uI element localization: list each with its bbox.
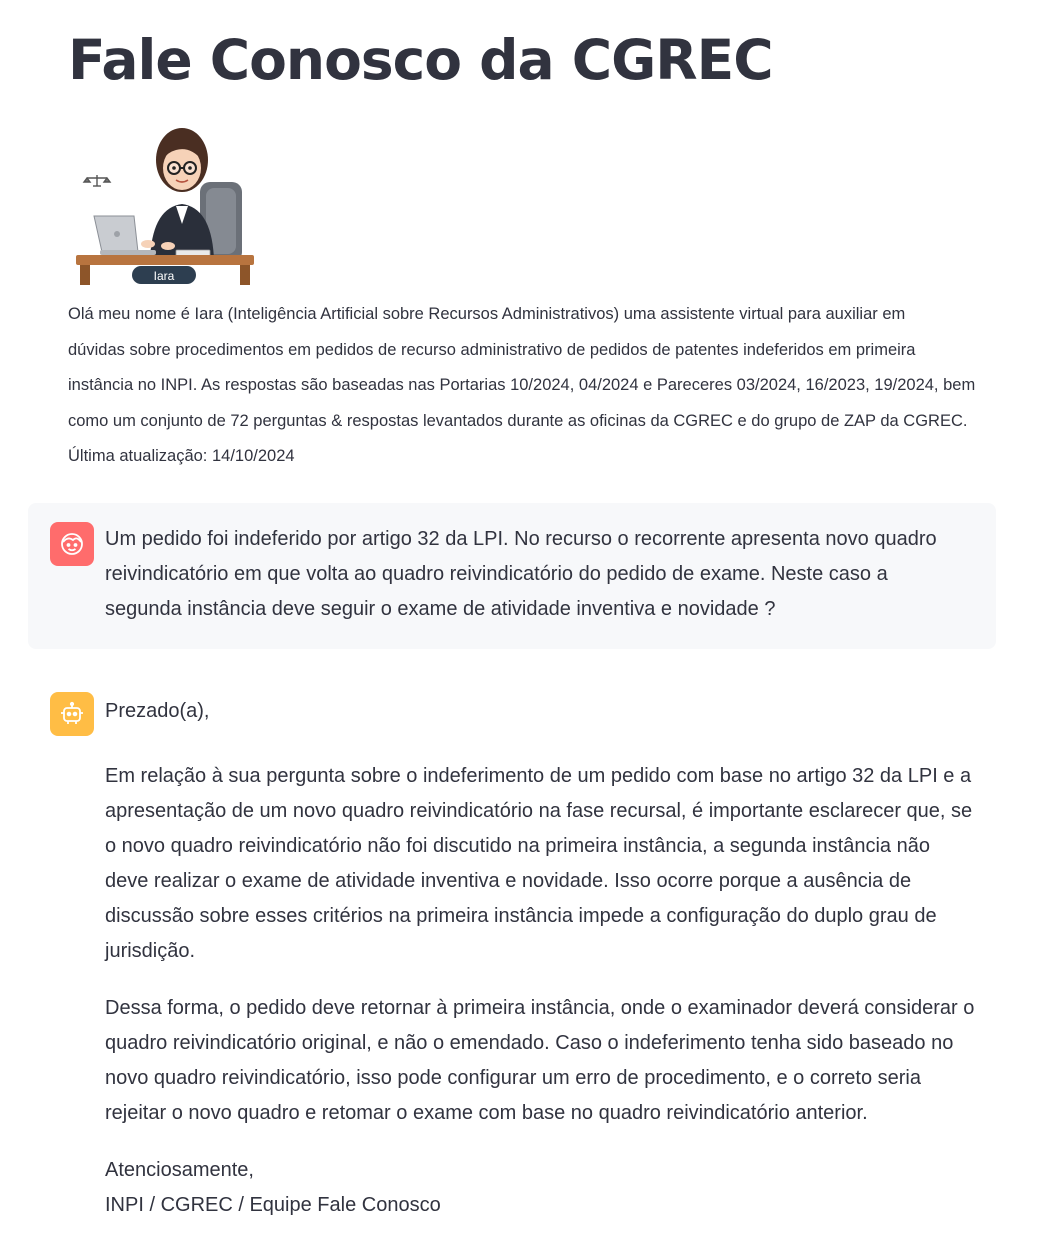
user-message-text bbox=[105, 522, 975, 627]
message-line: segunda instância deve seguir o exame de atividade inventiva e novidade ? bbox=[105, 598, 776, 620]
intro-line: dúvidas sobre procedimentos em pedidos de recurso administrativo de pedidos de patentes indeferidos em primeira bbox=[68, 340, 916, 359]
message-line: jurisdição. bbox=[105, 940, 196, 962]
message-line: discussão sobre esses critérios na primeira instância impede a configuração do duplo grau de bbox=[105, 905, 937, 927]
message-line: Um pedido foi indeferido por artigo 32 da LPI. No recurso o recorrente apresenta novo quadro bbox=[105, 528, 937, 550]
signature-line: INPI / CGREC / Equipe Fale Conosco bbox=[105, 1194, 441, 1216]
page-title: Fale Conosco da CGREC bbox=[68, 28, 773, 92]
bot-paragraph bbox=[105, 991, 1005, 1131]
message-line: deve realizar o exame de atividade inventiva e novidade. Isso ocorre porque a ausência de bbox=[105, 870, 912, 892]
scales-icon bbox=[84, 175, 110, 186]
message-line: novo quadro reivindicatório, isso pode configurar um erro de procedimento, e o correto seria bbox=[105, 1067, 921, 1089]
message-line: apresentação de um novo quadro reivindicatório na fase recursal, é importante esclarecer que, se bbox=[105, 800, 973, 822]
intro-text bbox=[68, 297, 1038, 475]
avatar-name-tag: Iara bbox=[153, 269, 175, 283]
robot-icon bbox=[50, 692, 94, 736]
message-line: rejeitar o novo quadro e retomar o exame com base no quadro reivindicatório anterior. bbox=[105, 1102, 868, 1124]
bot-closing bbox=[105, 1153, 1005, 1223]
user-chat-message bbox=[28, 503, 996, 649]
bot-paragraph bbox=[105, 759, 1005, 969]
bot-chat-message bbox=[105, 694, 1005, 1245]
intro-line: como um conjunto de 72 perguntas & respostas levantados durante as oficinas da CGREC e do grupo de ZAP da CGREC. bbox=[68, 411, 968, 430]
message-line: Em relação à sua pergunta sobre o indeferimento de um pedido com base no artigo 32 da LPI e a bbox=[105, 765, 972, 787]
closing-line: Atenciosamente, bbox=[105, 1159, 254, 1181]
message-line: o novo quadro reivindicatório não foi discutido na primeira instância, a segunda instância não bbox=[105, 835, 930, 857]
message-line: quadro reivindicatório original, e não o emendado. Caso o indeferimento tenha sido baseado no bbox=[105, 1032, 954, 1054]
bot-greeting: Prezado(a), bbox=[105, 700, 210, 722]
last-updated: Última atualização: 14/10/2024 bbox=[68, 447, 295, 465]
intro-line: Olá meu nome é Iara (Inteligência Artificial sobre Recursos Administrativos) uma assistente virtual para auxiliar em bbox=[68, 305, 906, 323]
assistant-avatar-image bbox=[72, 120, 258, 290]
user-face-icon bbox=[50, 522, 94, 566]
intro-line: instância no INPI. As respostas são baseadas nas Portarias 10/2024, 04/2024 e Pareceres 03/2024, 16/2023, 19/2024, bem bbox=[68, 376, 976, 394]
message-line: reivindicatório em que volta ao quadro reivindicatório do pedido de exame. Neste caso a bbox=[105, 563, 888, 585]
message-line: Dessa forma, o pedido deve retornar à primeira instância, onde o examinador deverá considerar o bbox=[105, 997, 975, 1019]
